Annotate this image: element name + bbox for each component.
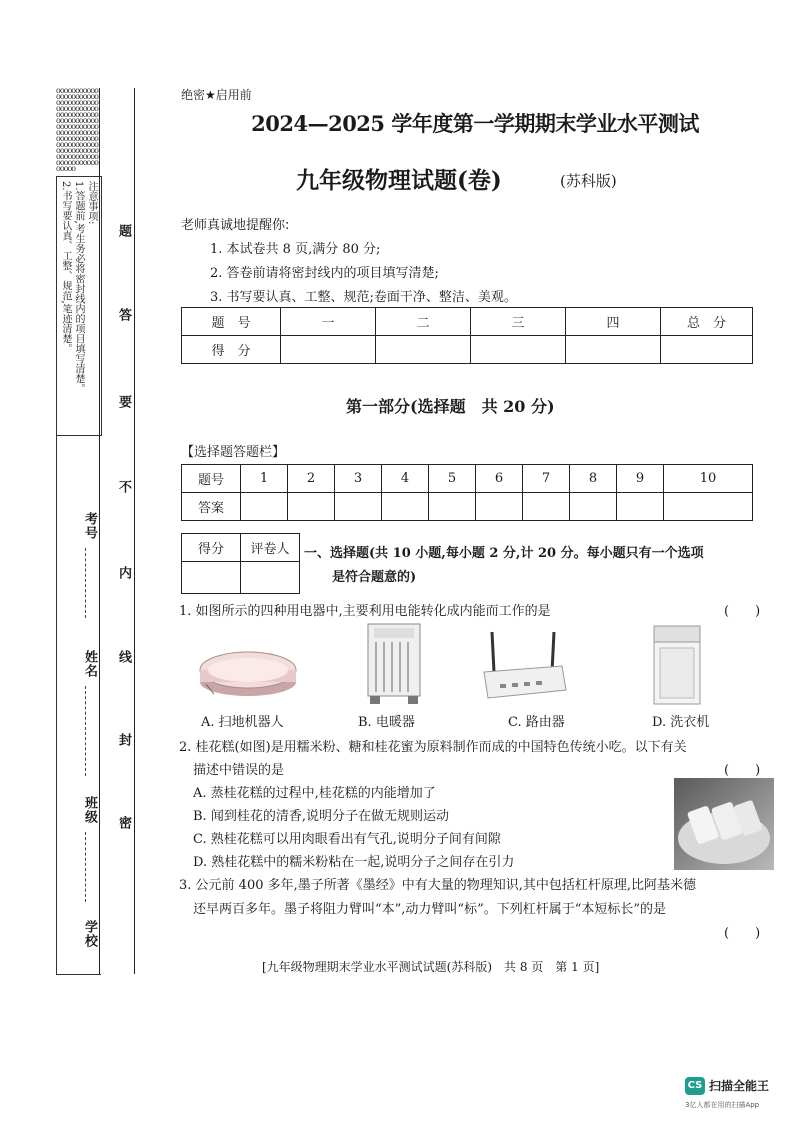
reminder-item: 3. 书写要认真、工整、规范;卷面干净、整洁、美观。 [210, 290, 517, 305]
field-name-line[interactable] [85, 686, 86, 776]
section-heading-line2: 是符合题意的) [332, 570, 417, 585]
field-class-line[interactable] [85, 832, 86, 902]
answer-cell[interactable] [664, 493, 753, 521]
question-number-cell: 1 [241, 465, 288, 493]
reminder-title: 老师真诚地提醒你: [181, 218, 290, 233]
camscanner-name: 扫描全能王 [709, 1079, 770, 1093]
question-number-cell: 5 [429, 465, 476, 493]
notice-item-2: 2.书写要认真、工整、规范,笔迹清楚。 [60, 181, 71, 354]
score-header-cell: 题 号 [182, 308, 281, 336]
question-1-option[interactable]: B. 电暖器 [358, 715, 415, 730]
field-exam-number-line[interactable] [85, 548, 86, 618]
question-1-stem: 1. 如图所示的四种用电器中,主要利用电能转化成内能而工作的是 [179, 604, 551, 619]
score-cell[interactable] [281, 336, 376, 364]
electric-heater-image [364, 620, 424, 708]
question-number-cell: 8 [570, 465, 617, 493]
question-1-answer-paren[interactable]: ( ) [724, 604, 761, 619]
confidential-mark: 绝密★启用前 [181, 88, 252, 102]
question-2-option[interactable]: B. 闻到桂花的清香,说明分子在做无规则运动 [193, 809, 449, 824]
seal-word: 线 [116, 650, 131, 664]
question-2-option[interactable]: C. 熟桂花糕可以用肉眼看出有气孔,说明分子间有间隙 [193, 832, 501, 847]
section-heading [304, 542, 704, 561]
answer-cell[interactable] [241, 493, 288, 521]
score-row-label: 得 分 [182, 336, 281, 364]
question-2-stem-line1: 2. 桂花糕(如图)是用糯米粉、糖和桂花蜜为原料制作而成的中国特色传统小吃。以下有关 [179, 740, 687, 755]
part-title: 第一部分(选择题 共 20 分) [346, 397, 555, 416]
camscanner-tagline: 3亿人都在用的扫描App [685, 1101, 760, 1109]
washing-machine-image [650, 622, 706, 708]
score-cell[interactable] [376, 336, 471, 364]
question-1-option[interactable]: C. 路由器 [508, 715, 565, 730]
answer-cell[interactable] [617, 493, 664, 521]
answer-cell[interactable] [570, 493, 617, 521]
reminder-item: 1. 本试卷共 8 页,满分 80 分; [210, 242, 381, 257]
question-3-stem-line2: 还早两百多年。墨子将阻力臂叫“本”,动力臂叫“标”。下列杠杆属于“本短标长”的是 [193, 902, 667, 917]
answer-cell[interactable] [335, 493, 382, 521]
notice-box [56, 176, 102, 436]
question-number-cell: 6 [476, 465, 523, 493]
score-table [181, 307, 753, 364]
exam-edition: (苏科版) [560, 172, 617, 190]
answer-cell[interactable] [288, 493, 335, 521]
question-number-cell: 4 [382, 465, 429, 493]
osmanthus-cake-photo [674, 778, 774, 870]
seal-word: 要 [116, 395, 131, 409]
question-3-answer-paren[interactable]: ( ) [724, 926, 761, 941]
question-number-cell: 9 [617, 465, 664, 493]
seal-word: 封 [116, 733, 131, 747]
question-number-cell: 3 [335, 465, 382, 493]
question-number-cell: 2 [288, 465, 335, 493]
field-class-label: 班级 [82, 796, 97, 824]
question-number-cell: 10 [664, 465, 753, 493]
score-header-cell: 三 [471, 308, 566, 336]
seal-word: 题 [116, 224, 131, 238]
camscanner-logo: CS [685, 1077, 705, 1095]
answer-cell[interactable] [523, 493, 570, 521]
question-2-option[interactable]: A. 蒸桂花糕的过程中,桂花糕的内能增加了 [193, 786, 436, 801]
grader-name-cell[interactable] [241, 562, 300, 594]
field-school-label: 学校 [82, 920, 97, 948]
grader-score-label: 得分 [182, 534, 241, 562]
score-cell[interactable] [471, 336, 566, 364]
seal-line [134, 88, 135, 974]
field-exam-number-label: 考号 [82, 512, 97, 540]
page-footer: [九年级物理期末学业水平测试试题(苏科版) 共 8 页 第 1 页] [262, 960, 600, 974]
question-2-answer-paren[interactable]: ( ) [724, 763, 761, 778]
grader-score-cell[interactable] [182, 562, 241, 594]
question-number-cell: 7 [523, 465, 570, 493]
robot-vacuum-image [196, 636, 300, 700]
seal-word: 答 [116, 308, 131, 322]
answer-cell[interactable] [476, 493, 523, 521]
answer-cell[interactable] [429, 493, 476, 521]
exam-title: 2024—2025 学年度第一学期期末学业水平测试 [251, 111, 699, 136]
answer-bar-header-label: 题号 [182, 465, 241, 493]
score-header-cell: 总 分 [661, 308, 753, 336]
answer-bar-table [181, 464, 753, 521]
exam-subtitle: 九年级物理试题(卷) [296, 167, 502, 194]
question-2-option[interactable]: D. 熟桂花糕中的糯米粉粘在一起,说明分子之间存在引力 [193, 855, 515, 870]
question-1-option[interactable]: D. 洗衣机 [652, 715, 710, 730]
question-2-stem-line2: 描述中错误的是 [193, 763, 285, 778]
question-3-stem-line1: 3. 公元前 400 多年,墨子所著《墨经》中有大量的物理知识,其中包括杠杆原理,比阿基米德 [179, 878, 697, 893]
reminder-item: 2. 答卷前请将密封线内的项目填写清楚; [210, 266, 439, 281]
router-image [478, 628, 568, 704]
answer-row-label: 答案 [182, 493, 241, 521]
question-1-option[interactable]: A. 扫地机器人 [201, 715, 284, 730]
decorative-circle-border: oooooooooooooooooooooooooooooooooooooooooooooooooooooooooooooooooooooooooooooooooooooooooooooooooooooooooooooooooooooooooooooooooooooooooooooooooooo [56, 88, 98, 173]
seal-word: 不 [116, 480, 131, 494]
section-heading-line1: 一、选择题(共 10 小题,每小题 2 分,计 20 分。每小题只有一个选项 [304, 546, 704, 561]
grader-name-label: 评卷人 [241, 534, 300, 562]
notice-title: 注意事项: [86, 181, 97, 225]
answer-bar-title: 【选择题答题栏】 [181, 445, 286, 460]
score-header-cell: 一 [281, 308, 376, 336]
score-header-cell: 二 [376, 308, 471, 336]
answer-cell[interactable] [382, 493, 429, 521]
score-cell[interactable] [566, 336, 661, 364]
seal-word: 内 [116, 566, 131, 580]
field-name-label: 姓名 [82, 650, 97, 678]
seal-word: 密 [116, 816, 131, 830]
grader-box [181, 533, 300, 594]
score-header-cell: 四 [566, 308, 661, 336]
binding-divider [99, 88, 100, 974]
notice-item-1: 1.答题前,考生务必将密封线内的项目填写清楚。 [73, 181, 84, 394]
score-cell[interactable] [661, 336, 753, 364]
